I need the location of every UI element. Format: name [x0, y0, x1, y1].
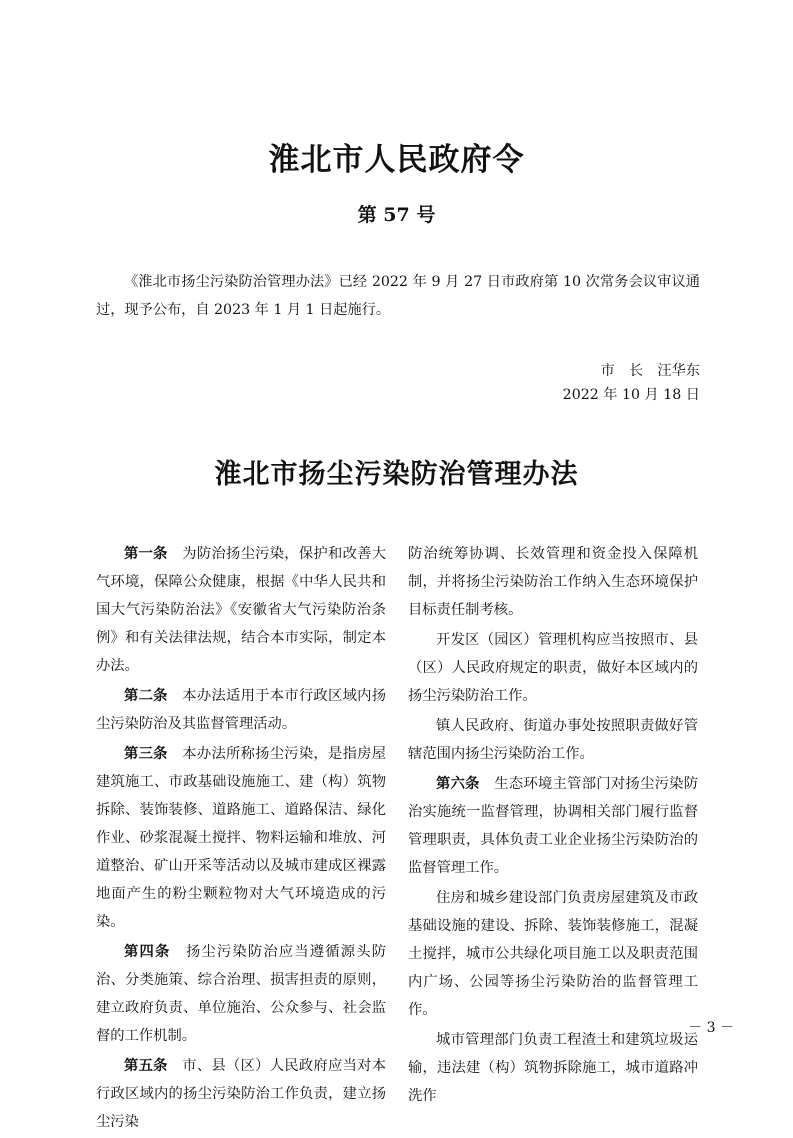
article-text: 扬尘污染防治应当遵循源头防治、分类施策、综合治理、损害担责的原则，建立政府负责、单位施治、公众参与、社会监督的工作机制。 — [96, 944, 387, 1044]
signature-date: 2022 年 10 月 18 日 — [562, 387, 700, 403]
article-number: 第一条 — [124, 546, 168, 562]
article-paragraph — [96, 740, 386, 936]
article-text: 城市管理部门负责工程渣土和建筑垃圾运输，违法建（构）筑物拆除施工，城市道路冲洗作 — [408, 1032, 698, 1104]
regulation-title: 淮北市扬尘污染防治管理办法 — [214, 459, 579, 490]
page-number: － 3 － — [688, 1020, 734, 1036]
article-number: 第五条 — [124, 1058, 168, 1074]
article-text: 市、县（区）人民政府应当对本行政区域内的扬尘污染防治工作负责，建立扬尘污染 — [96, 1058, 387, 1130]
article-paragraph — [408, 712, 698, 768]
article-paragraph — [408, 540, 698, 624]
article-paragraph — [408, 626, 698, 710]
article-paragraph — [408, 1026, 698, 1110]
decree-title: 淮北市人民政府令 — [268, 142, 525, 178]
decree-body: 《淮北市扬尘污染防治管理办法》已经 2022 年 9 月 27 日市政府第 10 次常务会议审议通过，现予公布，自 2023 年 1 月 1 日起施行。 — [96, 274, 700, 318]
article-text: 开发区（园区）管理机构应当按照市、县（区）人民政府规定的职责，做好本区域内的扬尘污染防治工作。 — [408, 632, 698, 704]
decree-number: 第 57 号 — [357, 204, 436, 226]
article-number: 第三条 — [124, 746, 168, 762]
article-text: 生态环境主管部门对扬尘污染防治实施统一监督管理，协调相关部门履行监督管理职责，具体负责工业企业扬尘污染防治的监督管理工作。 — [408, 776, 699, 876]
article-paragraph — [96, 682, 386, 738]
article-text: 本办法适用于本市行政区域内扬尘污染防治及其监督管理活动。 — [96, 688, 387, 732]
article-text: 本办法所称扬尘污染，是指房屋建筑施工、市政基础设施施工、建（构）筑物拆除、装饰装修、道路施工、道路保洁、绿化作业、砂浆混凝土搅拌、物料运输和堆放、河道整治、矿山开采等活动以及城市建成区裸露地面产生的粉尘颗粒物对大气环境造成的污染。 — [96, 746, 387, 930]
article-text: 镇人民政府、街道办事处按照职责做好管辖范围内扬尘污染防治工作。 — [408, 718, 698, 762]
article-number: 第六条 — [436, 776, 480, 792]
article-paragraph — [96, 1052, 386, 1136]
article-text: 防治统筹协调、长效管理和资金投入保障机制，并将扬尘污染防治工作纳入生态环境保护目标责任制考核。 — [408, 546, 698, 618]
article-paragraph — [408, 884, 698, 1024]
left-column — [96, 540, 386, 1138]
article-paragraph — [408, 770, 698, 882]
signature-mayor: 市 长 汪华东 — [600, 363, 700, 379]
article-paragraph — [96, 540, 386, 680]
article-number: 第四条 — [124, 944, 171, 960]
article-text: 为防治扬尘污染，保护和改善大气环境，保障公众健康，根据《中华人民共和国大气污染防治法》《安徽省大气污染防治条例》和有关法律法规，结合本市实际，制定本办法。 — [96, 546, 387, 674]
article-text: 住房和城乡建设部门负责房屋建筑及市政基础设施的建设、拆除、装饰装修施工，混凝土搅拌，城市公共绿化项目施工以及职责范围内广场、公园等扬尘污染防治的监督管理工作。 — [408, 890, 698, 1018]
article-number: 第二条 — [124, 688, 168, 704]
